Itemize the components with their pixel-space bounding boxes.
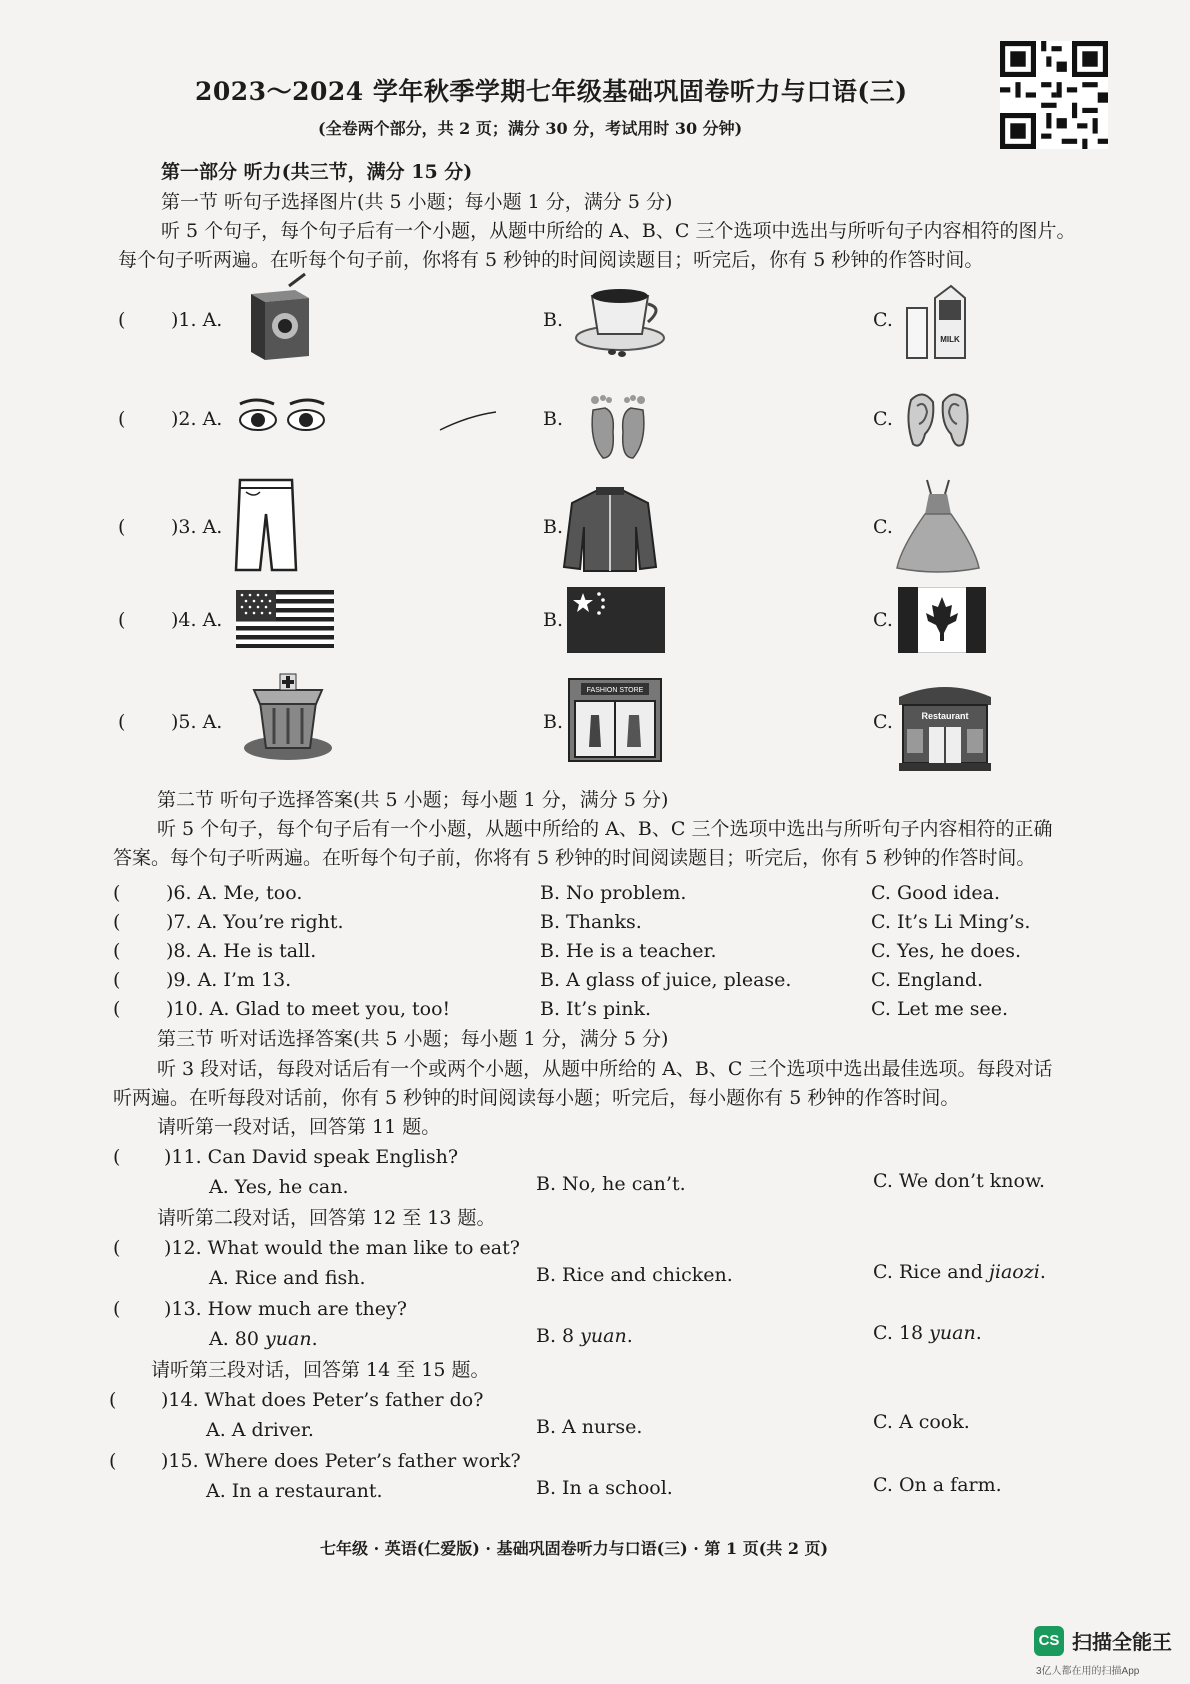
pen-stroke-mark	[438, 410, 498, 432]
page-title: 2023～2024 学年秋季学期七年级基础巩固卷听力与口语(三)	[195, 77, 908, 106]
question-number: )1. A.	[171, 309, 223, 331]
option-c: C. England.	[871, 969, 984, 991]
section3-instruction: 听两遍。在听每段对话前，你有 5 秒钟的时间阅读每小题；听完后，每小题你有 5 秒钟的作答时间。	[113, 1087, 960, 1109]
restaurant-icon[interactable]	[895, 677, 995, 773]
question-text: )14. What does Peter’s father do?	[161, 1389, 484, 1411]
question-text: )11. Can David speak English?	[164, 1146, 459, 1168]
option-b: B. No, he can’t.	[536, 1173, 686, 1195]
store-sign: FASHION STORE	[586, 687, 644, 694]
option-c: C. It’s Li Ming’s.	[871, 911, 1031, 933]
fashion-store-icon[interactable]	[567, 677, 663, 763]
answer-blank[interactable]: (	[113, 998, 121, 1020]
option-b: B. 8 yuan.	[536, 1325, 633, 1347]
dialog-prompt: 请听第一段对话，回答第 11 题。	[157, 1116, 441, 1138]
milk-carton-icon[interactable]	[905, 280, 967, 362]
milk-label: MILK	[940, 335, 960, 344]
option-c: C. A cook.	[873, 1411, 970, 1433]
scanner-app-name: 扫描全能王	[1072, 1632, 1172, 1654]
option-label: C.	[873, 408, 893, 430]
page-footer: 七年级 · 英语(仁爱版) · 基础巩固卷听力与口语(三) · 第 1 页(共 2 页)	[320, 1539, 829, 1558]
option-c: C. Rice and jiaozi.	[873, 1261, 1046, 1283]
dialog-prompt: 请听第三段对话，回答第 14 至 15 题。	[151, 1359, 490, 1381]
option-label: B.	[543, 711, 564, 733]
question-text: )12. What would the man like to eat?	[164, 1237, 520, 1259]
scanner-tagline: 3亿人都在用的扫描App	[1036, 1666, 1140, 1677]
answer-blank[interactable]: (	[113, 1237, 121, 1259]
china-flag-icon[interactable]	[567, 587, 665, 653]
page-subtitle: (全卷两个部分，共 2 页；满分 30 分，考试用时 30 分钟)	[318, 119, 743, 138]
answer-blank[interactable]: (	[118, 609, 126, 631]
option-a: A. In a restaurant.	[206, 1480, 383, 1502]
answer-blank[interactable]: (	[113, 969, 121, 991]
coffee-cup-icon[interactable]	[570, 282, 670, 362]
option-label: B.	[543, 408, 564, 430]
option-b: B. Rice and chicken.	[536, 1264, 733, 1286]
answer-blank[interactable]: (	[109, 1389, 117, 1411]
question-text: )15. Where does Peter’s father work?	[161, 1450, 521, 1472]
option-label: C.	[873, 309, 893, 331]
section1-heading: 第一节 听句子选择图片(共 5 小题；每小题 1 分，满分 5 分)	[161, 191, 673, 213]
answer-blank[interactable]: (	[113, 1298, 121, 1320]
option-b: B. A nurse.	[536, 1416, 643, 1438]
question-number: )5. A.	[171, 711, 223, 733]
option-a: )6. A. Me, too.	[166, 882, 303, 904]
option-label: B.	[543, 309, 564, 331]
option-a: )7. A. You’re right.	[166, 911, 344, 933]
qr-code-icon[interactable]	[1000, 40, 1108, 150]
option-a: A. Yes, he can.	[209, 1176, 349, 1198]
answer-blank[interactable]: (	[118, 711, 126, 733]
option-label: C.	[873, 609, 893, 631]
option-b: B. A glass of juice, please.	[540, 969, 792, 991]
question-text: )13. How much are they?	[164, 1298, 407, 1320]
option-b: B. He is a teacher.	[540, 940, 717, 962]
section3-instruction: 听 3 段对话，每段对话后有一个或两个小题，从题中所给的 A、B、C 三个选项中选出最佳选项。每段对话	[157, 1058, 1053, 1080]
pants-icon[interactable]	[234, 478, 298, 572]
option-b: B. No problem.	[540, 882, 687, 904]
section2-heading: 第二节 听句子选择答案(共 5 小题；每小题 1 分，满分 5 分)	[157, 789, 669, 811]
question-number: )2. A.	[171, 408, 223, 430]
option-b: B. It’s pink.	[540, 998, 652, 1020]
usa-flag-icon[interactable]	[236, 590, 334, 648]
part1-heading: 第一部分 听力(共三节，满分 15 分)	[161, 161, 473, 183]
canada-flag-icon[interactable]	[898, 587, 986, 653]
dress-icon[interactable]	[895, 478, 981, 574]
option-label: C.	[873, 711, 893, 733]
option-c: C. We don’t know.	[873, 1170, 1045, 1192]
option-a: )9. A. I’m 13.	[166, 969, 292, 991]
answer-blank[interactable]: (	[113, 911, 121, 933]
option-b: B. Thanks.	[540, 911, 642, 933]
answer-blank[interactable]: (	[113, 882, 121, 904]
restaurant-sign: Restaurant	[921, 711, 969, 721]
answer-blank[interactable]: (	[118, 309, 126, 331]
option-label: B.	[543, 516, 564, 538]
option-c: C. On a farm.	[873, 1474, 1002, 1496]
option-c: C. Good idea.	[871, 882, 1001, 904]
feet-icon[interactable]	[585, 392, 651, 462]
section2-instruction: 答案。每个句子听两遍。在听每个句子前，你将有 5 秒钟的时间阅读题目；听完后，你有 5 秒钟的作答时间。	[113, 847, 1036, 869]
option-label: C.	[873, 516, 893, 538]
section1-instruction: 每个句子听两遍。在听每个句子前，你将有 5 秒钟的时间阅读题目；听完后，你有 5 秒钟的作答时间。	[118, 249, 984, 271]
ears-icon[interactable]	[903, 390, 973, 454]
question-number: )4. A.	[171, 609, 223, 631]
option-a: A. A driver.	[206, 1419, 314, 1441]
option-a: A. Rice and fish.	[209, 1267, 366, 1289]
section1-instruction: 听 5 个句子，每个句子后有一个小题，从题中所给的 A、B、C 三个选项中选出与所听句子内容相符的图片。	[161, 220, 1076, 242]
option-a: A. 80 yuan.	[209, 1328, 318, 1350]
answer-blank[interactable]: (	[118, 516, 126, 538]
option-label: B.	[543, 609, 564, 631]
option-c: C. 18 yuan.	[873, 1322, 982, 1344]
question-number: )3. A.	[171, 516, 223, 538]
option-b: B. In a school.	[536, 1477, 673, 1499]
dialog-prompt: 请听第二段对话，回答第 12 至 13 题。	[157, 1207, 496, 1229]
answer-blank[interactable]: (	[113, 940, 121, 962]
option-a: )10. A. Glad to meet you, too!	[166, 998, 451, 1020]
hospital-icon[interactable]	[240, 672, 336, 764]
answer-blank[interactable]: (	[118, 408, 126, 430]
section3-heading: 第三节 听对话选择答案(共 5 小题；每小题 1 分，满分 5 分)	[157, 1028, 669, 1050]
answer-blank[interactable]: (	[113, 1146, 121, 1168]
section2-instruction: 听 5 个句子，每个句子后有一个小题，从题中所给的 A、B、C 三个选项中选出与所听句子内容相符的正确	[157, 818, 1053, 840]
option-c: C. Let me see.	[871, 998, 1009, 1020]
answer-blank[interactable]: (	[109, 1450, 117, 1472]
option-a: )8. A. He is tall.	[166, 940, 317, 962]
camscanner-logo-icon: CS	[1034, 1626, 1064, 1656]
jacket-icon[interactable]	[562, 487, 658, 573]
juice-box-icon[interactable]	[245, 272, 315, 364]
eyes-icon[interactable]	[236, 398, 328, 436]
option-c: C. Yes, he does.	[871, 940, 1022, 962]
